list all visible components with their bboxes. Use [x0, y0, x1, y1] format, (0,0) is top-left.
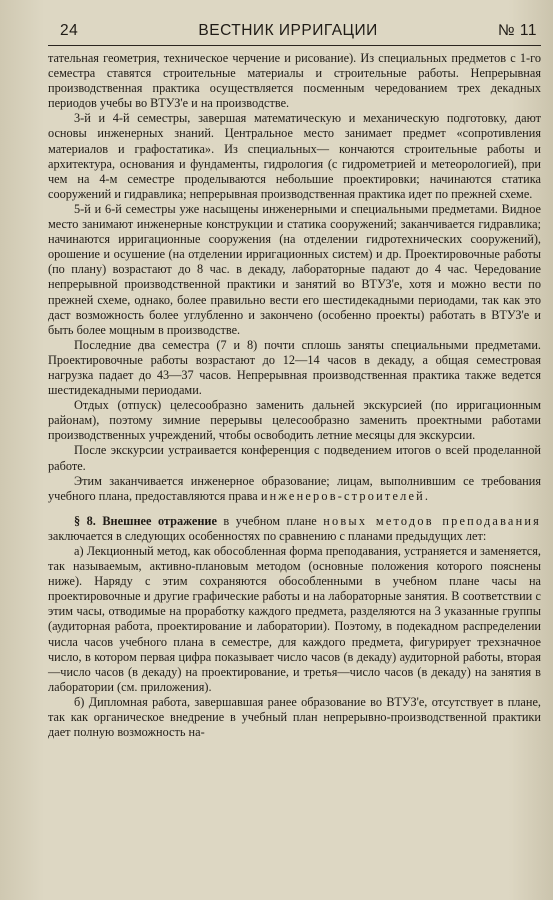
- spaced-term: инженеров-строителей.: [260, 488, 431, 503]
- journal-title: ВЕСТНИК ИРРИГАЦИИ: [198, 22, 378, 39]
- paragraph-text: Этим заканчивается инженерное образование; лицам, выполнившим се требования учебного плана, предоставляются права: [48, 473, 541, 503]
- list-item: б) Дипломная работа, завершавшая ранее образование во ВТУЗ'е, отсутствует в плане, так как органическое внедрение в учебный план непрерывно-производственной практики дает полную возможность на-: [48, 694, 541, 740]
- section-8: [48, 514, 541, 544]
- section-text: заключается в следующих особенностях по сравнению с планами предыдущих лет:: [48, 528, 487, 543]
- paragraph: тательная геометрия, техническое черчение и рисование). Из специальных предметов с 1-го семестра ставятся строительные материалы и строительные работы. Непрерывная производственная практика осуществляется посменным чередованием трех декадных периодов учебы во ВТУЗ'е и на производстве.: [48, 51, 541, 111]
- spaced-term: новых методов преподавания: [323, 513, 541, 528]
- page-number: 24: [60, 22, 79, 39]
- paragraph: После экскурсии устраивается конференция с подведением итогов о всей проделанной работе.: [48, 443, 541, 473]
- paragraph: Последние два семестра (7 и 8) почти сплошь заняты специальными предметами. Проектировочные работы возрастают до 12—14 часов в декаду, а общая семестровая нагрузка падает до 43—37 часов. Непрерывная производственная практика также ведется шестидекадными периодами.: [48, 337, 541, 398]
- paragraph: 3-й и 4-й семестры, завершая математическую и механическую подготовку, дают основы инженерных знаний. Центральное место занимает предмет «сопротивления материалов и графостатика». Из специальных— кончаются строительные работы и архитектура, основания и фундаменты, гидрология (с гидрометрией и метеорологией), при чем на 4-м семестре проделываются небольшие проектировки; начинаются статика сооружений и гидравлика; непрерывная производственная практика идет по прежней схеме.: [48, 111, 541, 201]
- article-body: [48, 51, 541, 740]
- issue-number: № 11: [497, 22, 537, 39]
- page-header: [48, 22, 541, 44]
- section-heading: § 8. Внешнее отражение: [74, 513, 217, 528]
- paragraph: 5-й и 6-й семестры уже насыщены инженерными и специальными предметами. Видное место занимают инженерные конструкции и статика сооружений; заканчивается гидравлика; начинаются ирригационные сооружения (на отделении гидротехнических сооружений), орошение и осушение (на отделении ирригационных систем) и др. Проектировочные работы (по плану) возрастают до 8 час. в декаду, лабораторные падают до 4 час. Чередование непрерывной производственной практики и занятий во ВТУЗ'е, хотя и можно вести по прежней схеме, однако, более правильно вести его шестидекадными периодами, так как это даст возможность более углубленно и закончено (особенно проекты) работать в ВТУЗ'е и быть более мощным в производстве.: [48, 201, 541, 337]
- section-text: в учебном плане: [216, 513, 324, 528]
- paragraph: Отдых (отпуск) целесообразно заменить дальней экскурсией (по ирригационным районам), поэтому зимние перерывы целесообразно заменить проектными работами производственных учреждений, чтобы освободить летние месяцы для экскурсии.: [48, 398, 541, 443]
- paragraph: [48, 474, 541, 504]
- header-rule: [48, 45, 541, 46]
- list-item: а) Лекционный метод, как обособленная форма преподавания, устраняется и заменяется, так называемым, активно-плановым методом (основные положения которого пояснены ниже). Наряду с этим сохраняются обособленными в учебном плане часы на проектировочные и другие графические работы и на лабораторные занятия. В соответствии с этим часы, отводимые на проработку каждого предмета, разделяются на 3 указанные группы (аудиторная работа, проектирование и лаборатории). Поэтому, в подекадном распределении числа часов учебного плана в семестре, для каждого предмета, фигурирует трехзначное число, в котором первая цифра показывает число часов (в декаду) аудиторной работы, вторая—число часов (в декаду) на проектирование, и третья—число часов (в декаду) на занятия в лаборатории (см. приложения).: [48, 544, 541, 694]
